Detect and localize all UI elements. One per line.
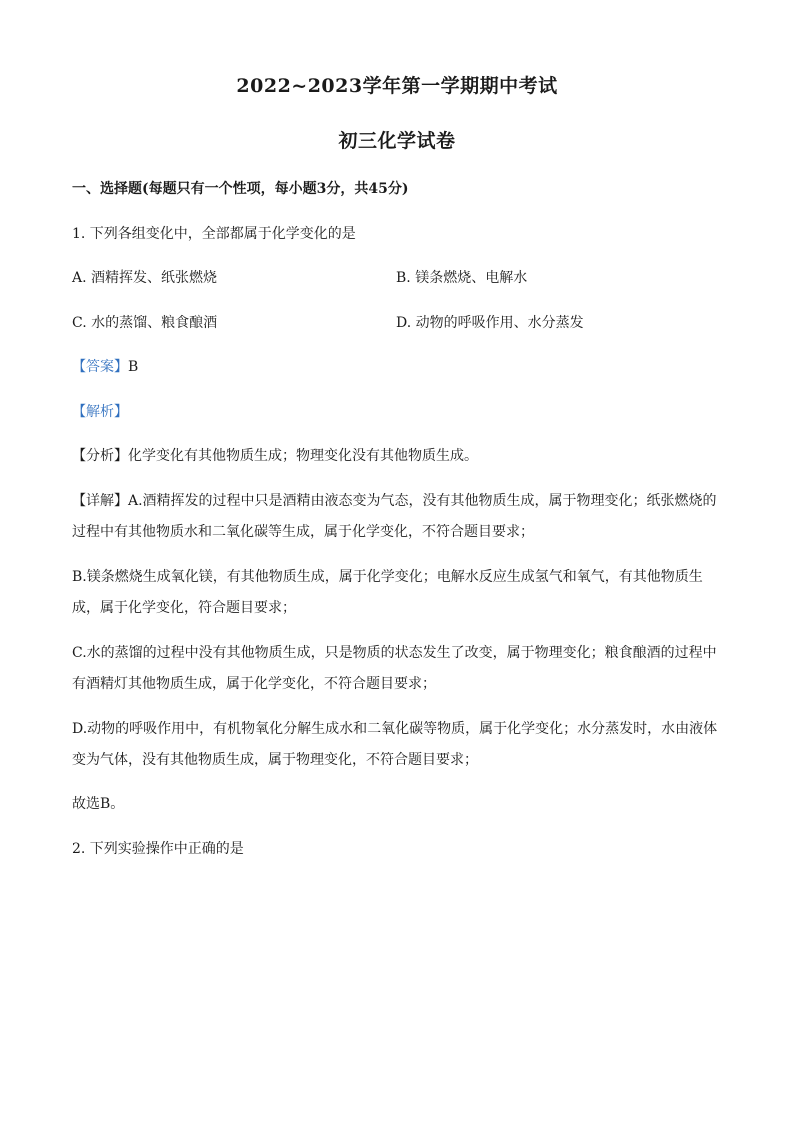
- option-a: A. 酒精挥发、纸张燃烧: [72, 270, 218, 286]
- analysis-tag: 【解析】: [72, 404, 128, 420]
- xiangjie-d-text-1: D.动物的呼吸作用中，有机物氧化分解生成水和二氧化碳等物质，属于化学变化；水分蒸发时，水由液体: [72, 721, 718, 737]
- xiangjie-a-text-1: A.酒精挥发的过程中只是酒精由液态变为气态，没有其他物质生成，属于物理变化；纸张燃烧的: [128, 493, 717, 509]
- answer-value: B: [128, 359, 139, 375]
- fenxi-text: 化学变化有其他物质生成；物理变化没有其他物质生成。: [128, 448, 478, 464]
- section-heading: 一、选择题(每题只有一个性项，每小题3分，共45分): [72, 181, 409, 197]
- xiangjie-c-text-2: 有酒精灯其他物质生成，属于化学变化，不符合题目要求；: [72, 676, 436, 692]
- xiangjie-tag: 【详解】: [72, 493, 128, 509]
- xiangjie-d-text-2: 变为气体，没有其他物质生成，属于物理变化，不符合题目要求；: [72, 752, 478, 768]
- option-b: B. 镁条燃烧、电解水: [396, 270, 528, 286]
- xiangjie-a-text-2: 过程中有其他物质水和二氧化碳等生成，属于化学变化，不符合题目要求；: [72, 524, 534, 540]
- exam-subtitle: 初三化学试卷: [338, 130, 456, 152]
- option-d: D. 动物的呼吸作用、水分蒸发: [396, 315, 584, 331]
- answer-tag: 【答案】: [72, 359, 128, 375]
- analysis-line: [72, 401, 128, 421]
- fenxi-line: [72, 445, 478, 465]
- question-2-stem: 2. 下列实验操作中正确的是: [72, 841, 244, 857]
- fenxi-tag: 【分析】: [72, 448, 128, 464]
- option-c: C. 水的蒸馏、粮食酿酒: [72, 315, 218, 331]
- xiangjie-c-text-1: C.水的蒸馏的过程中没有其他物质生成，只是物质的状态发生了改变，属于物理变化；粮食酿酒的过程中: [72, 645, 717, 661]
- xiangjie-b-text-1: B.镁条燃烧生成氧化镁，有其他物质生成，属于化学变化；电解水反应生成氢气和氧气，有其他物质生: [72, 569, 703, 585]
- question-1-stem: 1. 下列各组变化中，全部都属于化学变化的是: [72, 226, 356, 242]
- conclusion: 故选B。: [72, 796, 125, 812]
- answer-line: [72, 356, 138, 376]
- xiangjie-line-1: [72, 490, 717, 510]
- xiangjie-b-text-2: 成，属于化学变化，符合题目要求；: [72, 600, 296, 616]
- exam-title: 2022~2023学年第一学期期中考试: [236, 75, 558, 97]
